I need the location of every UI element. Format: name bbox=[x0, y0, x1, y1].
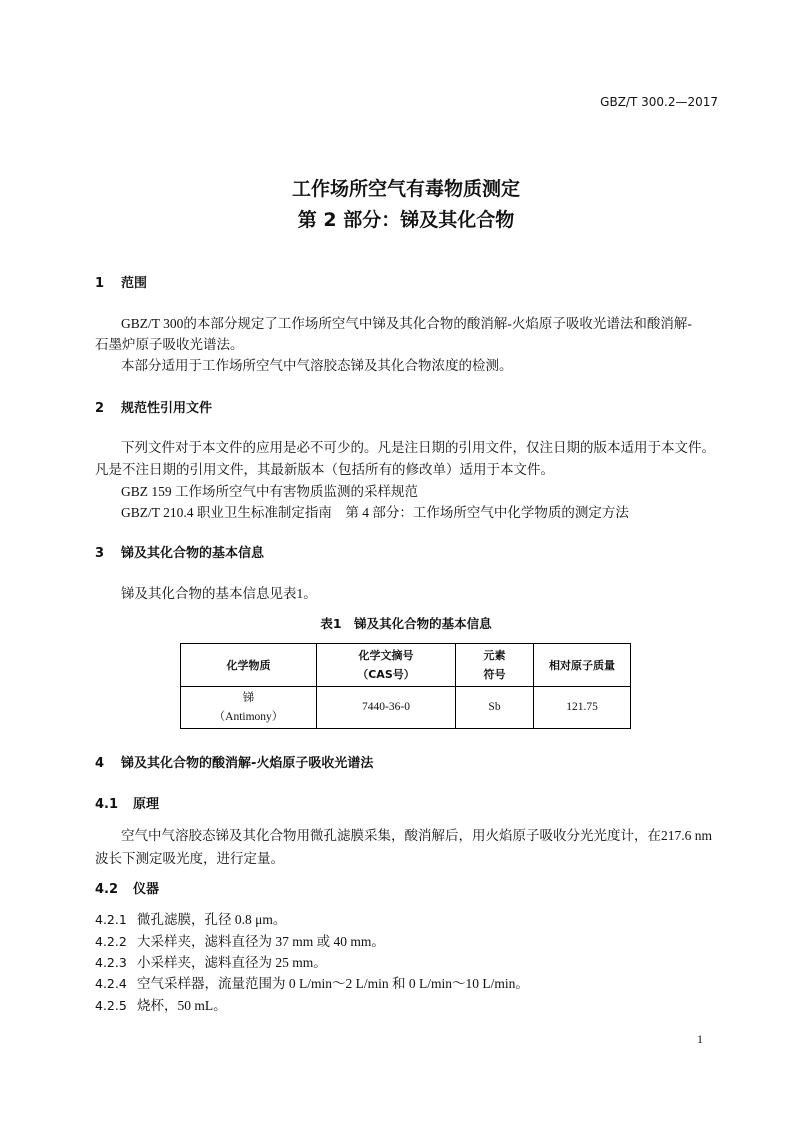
section-4-1-heading bbox=[95, 793, 159, 812]
header-text: 化学文摘号 bbox=[358, 649, 414, 662]
section-number: 1 bbox=[95, 276, 105, 291]
cell-text: Sb bbox=[488, 701, 501, 713]
section-title: 锑及其化合物的酸消解-火焰原子吸收光谱法 bbox=[121, 756, 374, 771]
paragraph: 锑及其化合物的基本信息见表1。 bbox=[121, 586, 317, 601]
document-subtitle: 第 2 部分：锑及其化合物 bbox=[297, 209, 515, 231]
item-number: 4.2.3 bbox=[95, 955, 127, 970]
section-title: 锑及其化合物的基本信息 bbox=[121, 546, 265, 561]
header-text: 元素 bbox=[483, 649, 506, 662]
section-title: 规范性引用文件 bbox=[121, 401, 213, 416]
section-title: 原理 bbox=[133, 797, 160, 812]
page-number: 1 bbox=[697, 1032, 703, 1046]
section-1-heading bbox=[95, 272, 147, 291]
header-cell bbox=[181, 644, 317, 687]
paragraph: 下列文件对于本文件的应用是必不可少的。凡是注日期的引用文件，仅注日期的版本适用于本文件。 bbox=[121, 440, 715, 455]
list-item bbox=[95, 972, 718, 992]
item-number: 4.2.1 bbox=[95, 912, 127, 927]
table-cell bbox=[534, 687, 631, 729]
header-text: 化学物质 bbox=[226, 658, 271, 672]
paragraph: 本部分适用于工作场所空气中气溶胶态锑及其化合物浓度的检测。 bbox=[121, 358, 513, 373]
table-1 bbox=[180, 643, 631, 729]
section-title: 范围 bbox=[121, 276, 148, 291]
item-number: 4.2.2 bbox=[95, 934, 127, 949]
section-number: 2 bbox=[95, 401, 105, 416]
item-number: 4.2.5 bbox=[95, 998, 127, 1013]
header-text: 符号 bbox=[483, 668, 506, 681]
header-text: （CAS号） bbox=[357, 668, 415, 681]
document-id: GBZ/T 300.2—2017 bbox=[600, 95, 718, 109]
section-number: 4 bbox=[95, 756, 105, 771]
table-cell bbox=[181, 687, 317, 729]
item-text: 小采样夹，滤料直径为 25 mm。 bbox=[137, 955, 327, 970]
table-cell bbox=[317, 687, 456, 729]
section-number: 4.2 bbox=[95, 882, 119, 897]
cell-text: （Antimony） bbox=[213, 710, 284, 723]
list-item bbox=[95, 951, 718, 971]
header-cell bbox=[317, 644, 456, 687]
header-cell bbox=[456, 644, 534, 687]
table-header-row bbox=[181, 644, 631, 687]
reference-item: GBZ/T 210.4 职业卫生标准制定指南 第 4 部分：工作场所空气中化学物质的测定方法 bbox=[121, 505, 629, 520]
section-3-heading bbox=[95, 542, 264, 561]
item-text: 空气采样器，流量范围为 0 L/min～2 L/min 和 0 L/min～10 L/min。 bbox=[137, 976, 529, 991]
section-4-heading bbox=[95, 752, 373, 771]
cell-text: 7440-36-0 bbox=[362, 701, 410, 713]
paragraph: 石墨炉原子吸收光谱法。 bbox=[95, 337, 244, 352]
table-row bbox=[181, 687, 631, 729]
item-text: 微孔滤膜，孔径 0.8 μm。 bbox=[137, 912, 287, 927]
section-4-2-heading bbox=[95, 878, 159, 897]
list-item bbox=[95, 930, 718, 950]
paragraph: 凡是不注日期的引用文件，其最新版本（包括所有的修改单）适用于本文件。 bbox=[95, 462, 554, 477]
paragraph: 空气中气溶胶态锑及其化合物用微孔滤膜采集，酸消解后，用火焰原子吸收分光光度计，在217.6 nm bbox=[121, 828, 712, 843]
item-text: 烧杯，50 mL。 bbox=[137, 998, 227, 1013]
cell-text: 121.75 bbox=[566, 701, 598, 713]
table-cell bbox=[456, 687, 534, 729]
section-title: 仪器 bbox=[133, 882, 160, 897]
header-cell bbox=[534, 644, 631, 687]
paragraph: GBZ/T 300的本部分规定了工作场所空气中锑及其化合物的酸消解-火焰原子吸收光谱法和酸消解- bbox=[121, 316, 692, 331]
cell-text: 锑 bbox=[242, 691, 255, 704]
section-2-heading bbox=[95, 397, 212, 416]
list-item bbox=[95, 908, 718, 928]
table-caption: 表1 锑及其化合物的基本信息 bbox=[320, 616, 492, 631]
header-text: 相对原子质量 bbox=[549, 658, 615, 672]
list-item bbox=[95, 994, 718, 1014]
item-text: 大采样夹，滤料直径为 37 mm 或 40 mm。 bbox=[137, 934, 385, 949]
paragraph: 波长下测定吸光度，进行定量。 bbox=[95, 851, 284, 866]
reference-item: GBZ 159 工作场所空气中有害物质监测的采样规范 bbox=[121, 484, 418, 499]
section-number: 4.1 bbox=[95, 797, 119, 812]
section-number: 3 bbox=[95, 546, 105, 561]
document-title: 工作场所空气有毒物质测定 bbox=[291, 178, 520, 200]
item-number: 4.2.4 bbox=[95, 976, 127, 991]
